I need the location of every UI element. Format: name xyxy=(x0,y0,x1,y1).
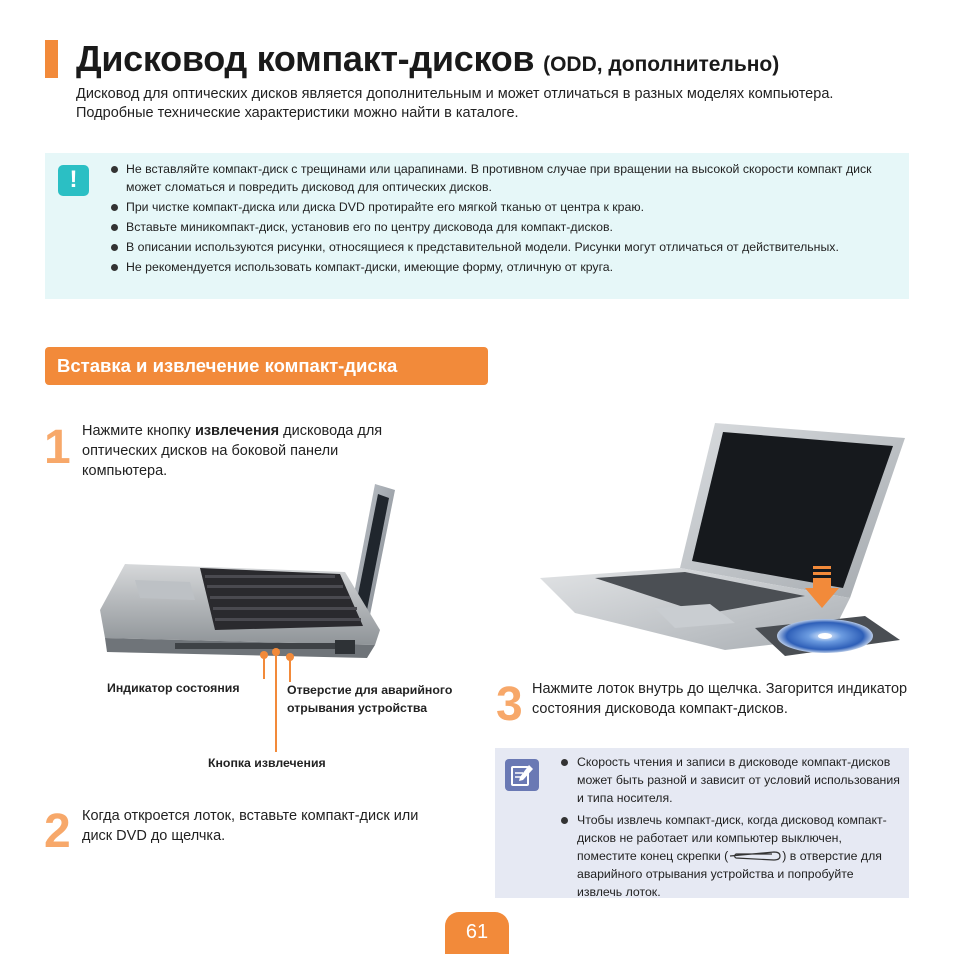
callout-status-indicator: Индикатор состояния xyxy=(107,681,240,695)
exclamation-glyph: ! xyxy=(69,166,78,193)
intro-paragraph: Дисковод для оптических дисков является дополнительным и может отличаться в разных моделях компьютера. Подробные технические характеристики можно найти в каталоге. xyxy=(76,86,834,121)
page-number: 61 xyxy=(465,921,489,943)
pencil-note-glyph xyxy=(509,762,535,788)
note-box xyxy=(495,748,909,898)
warning-box xyxy=(45,153,909,299)
warning-item: Не вставляйте компакт-диск с трещинами или царапинами. В противном случае при вращении на высокой скорости компакт диск может сломаться и повредить дисковод для оптических дисков. xyxy=(109,160,899,196)
page-title xyxy=(76,38,779,80)
warning-item: Вставьте миникомпакт-диск, установив его по центру дисковода для компакт-дисков. xyxy=(109,218,899,236)
eject-button-leader xyxy=(275,654,277,752)
emergency-hole-leader xyxy=(289,659,291,682)
warning-item: При чистке компакт-диска или диска DVD протирайте его мягкой тканью от центра к краю. xyxy=(109,198,899,216)
step-number-3: 3 xyxy=(496,678,523,731)
section-heading-text: Вставка и извлечение компакт-диска xyxy=(57,355,398,376)
note-item xyxy=(561,811,901,901)
step-number-2: 2 xyxy=(44,805,71,858)
page-title-sub: (ODD, дополнительно) xyxy=(543,53,780,76)
step-1-text-bold: извлечения xyxy=(194,423,280,439)
exclamation-icon xyxy=(58,165,89,196)
step-1-text xyxy=(82,421,412,481)
callout-eject-button: Кнопка извлечения xyxy=(208,756,326,770)
warning-item: Не рекомендуется использовать компакт-диски, имеющие форму, отличную от круга. xyxy=(109,258,899,276)
step-3-text: Нажмите лоток внутрь до щелчка. Загорится индикатор состояния дисковода компакт-дисков. xyxy=(532,681,908,717)
step-number-1: 1 xyxy=(44,421,71,474)
laptop-side-view-illustration xyxy=(95,480,395,665)
step-1-text-before: Нажмите кнопку xyxy=(82,423,195,439)
pencil-note-icon xyxy=(505,759,539,791)
status-indicator-leader xyxy=(263,657,265,679)
laptop-tray-open-illustration xyxy=(535,418,905,668)
page-number-badge xyxy=(445,912,509,954)
note-item: Скорость чтения и записи в дисководе компакт-дисков может быть разной и зависит от условий использования и типа носителя. xyxy=(561,753,901,807)
step-1-text-after: дисковода для оптических дисков на боковой панели компьютера. xyxy=(82,423,383,479)
note-list xyxy=(561,753,901,905)
warning-item: В описании используются рисунки, относящиеся к представительной модели. Рисунки могут отличаться от действительных. xyxy=(109,238,899,256)
page-title-main: Дисковод компакт-дисков xyxy=(76,38,535,79)
callout-emergency-hole: Отверстие для аварийного отрывания устройства xyxy=(287,683,453,715)
title-accent-bar xyxy=(45,40,58,78)
section-heading xyxy=(45,347,488,385)
paperclip-icon xyxy=(728,850,782,862)
note-item-text-after: ) в отверстие для аварийного отрывания устройства и попробуйте извлечь лоток. xyxy=(577,849,882,899)
note-item-text-before: Чтобы извлечь компакт-диск, когда дисковод компакт-дисков не работает или компьютер выключен, поместите конец скрепки ( xyxy=(577,813,887,863)
step-2-text: Когда откроется лоток, вставьте компакт-диск или диск DVD до щелчка. xyxy=(82,808,419,844)
warning-list xyxy=(109,160,899,278)
